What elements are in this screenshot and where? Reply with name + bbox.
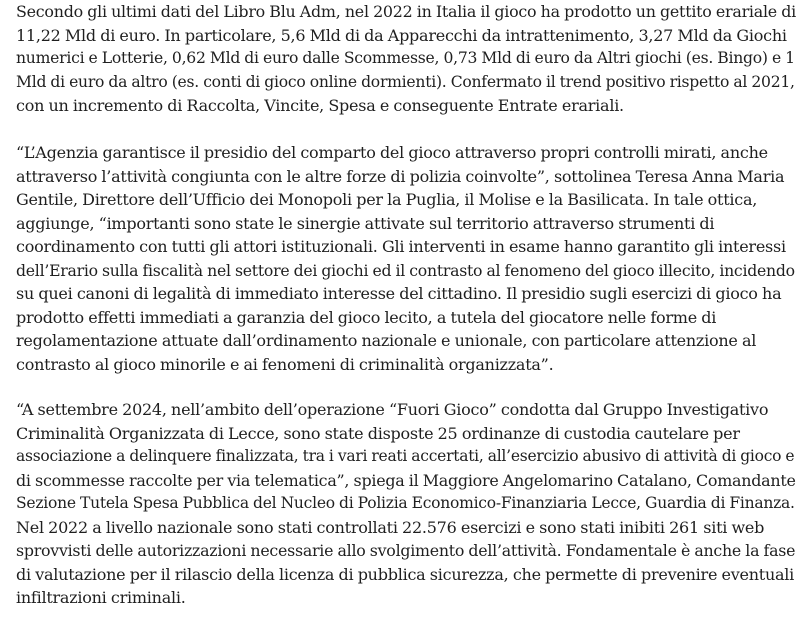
text-line: su quei canoni di legalità di immediato interesse del cittadino. Il presidio sugli esercizi di gioco ha: [16, 284, 782, 303]
text-line: con un incremento di Raccolta, Vincite, Spesa e conseguente Entrate erariali.: [16, 96, 624, 115]
text-line: Gentile, Direttore dell’Ufficio dei Monopoli per la Puglia, il Molise e la Basilicata. In tale ottica,: [16, 190, 758, 209]
paragraph-libro-blu-data: [16, 0, 796, 118]
text-line: “A settembre 2024, nell’ambito dell’operazione “Fuori Gioco” condotta dal Gruppo Investigativo: [16, 400, 769, 419]
text-line: sprovvisti delle autorizzazioni necessarie allo svolgimento dell’attività. Fondamentale è anche la fase: [16, 541, 796, 560]
text-line: “L’Agenzia garantisce il presidio del comparto del gioco attraverso propri controlli mirati, anche: [16, 143, 768, 162]
text-line: associazione a delinquere finalizzata, tra i vari reati accertati, all’esercizio abusivo di attività di gioco e: [16, 447, 795, 465]
text-line: contrasto al gioco minorile e ai fenomeni di criminalità organizzata”.: [16, 354, 554, 374]
text-line: coordinamento con tutti gli attori istituzionali. Gli interventi in esame hanno garantito gli interessi: [16, 237, 786, 256]
text-line: dell’Erario sulla fiscalità nel settore dei giochi ed il contrasto al fenomeno del gioco illecito, incidendo: [16, 260, 795, 280]
text-line: Secondo gli ultimi dati del Libro Blu Adm, nel 2022 in Italia il gioco ha prodotto un gettito erariale di: [16, 2, 796, 21]
text-line: aggiunge, “importanti sono state le sinergie attivate sul territorio attraverso strumenti di: [16, 213, 715, 233]
text-line: Nel 2022 a livello nazionale sono stati controllati 22.576 esercizi e sono stati inibiti 261 siti web: [16, 517, 765, 537]
text-line: Mld di euro da altro (es. conti di gioco online dormienti). Confermato il trend positivo rispetto al 2021,: [16, 72, 795, 91]
text-line: prodotto effetti immediati a garanzia del gioco lecito, a tutela del giocatore nelle forme di: [16, 307, 717, 327]
text-line: 11,22 Mld di euro. In particolare, 5,6 Mld di da Apparecchi da intrattenimento, 3,27 Mld da Giochi: [16, 25, 787, 45]
text-line: numerici e Lotterie, 0,62 Mld di euro dalle Scommesse, 0,73 Mld di euro da Altri giochi (es. Bingo) e 1: [16, 49, 795, 67]
text-line: infiltrazioni criminali.: [16, 588, 186, 607]
paragraph-agency-quote: [16, 141, 796, 376]
text-line: attraverso l’attività congiunta con le altre forze di polizia coinvolte”, sottolinea Teresa Anna Maria: [16, 166, 785, 186]
paragraph-fuori-gioco-operation: [16, 398, 796, 610]
text-line: Criminalità Organizzata di Lecce, sono state disposte 25 ordinanze di custodia cautelare per: [16, 423, 740, 443]
text-line: regolamentazione attuate dall’ordinamento nazionale e unionale, con particolare attenzione al: [16, 331, 757, 350]
text-line: di valutazione per il rilascio della licenza di pubblica sicurezza, che permette di prevenire eventuali: [16, 564, 795, 584]
text-line: Sezione Tutela Spesa Pubblica del Nucleo di Polizia Economico-Finanziaria Lecce, Guardia di Finanza.: [16, 494, 795, 512]
text-line: di scommesse raccolte per via telematica”, spiega il Maggiore Angelomarino Catalano, Comandante: [16, 470, 796, 490]
